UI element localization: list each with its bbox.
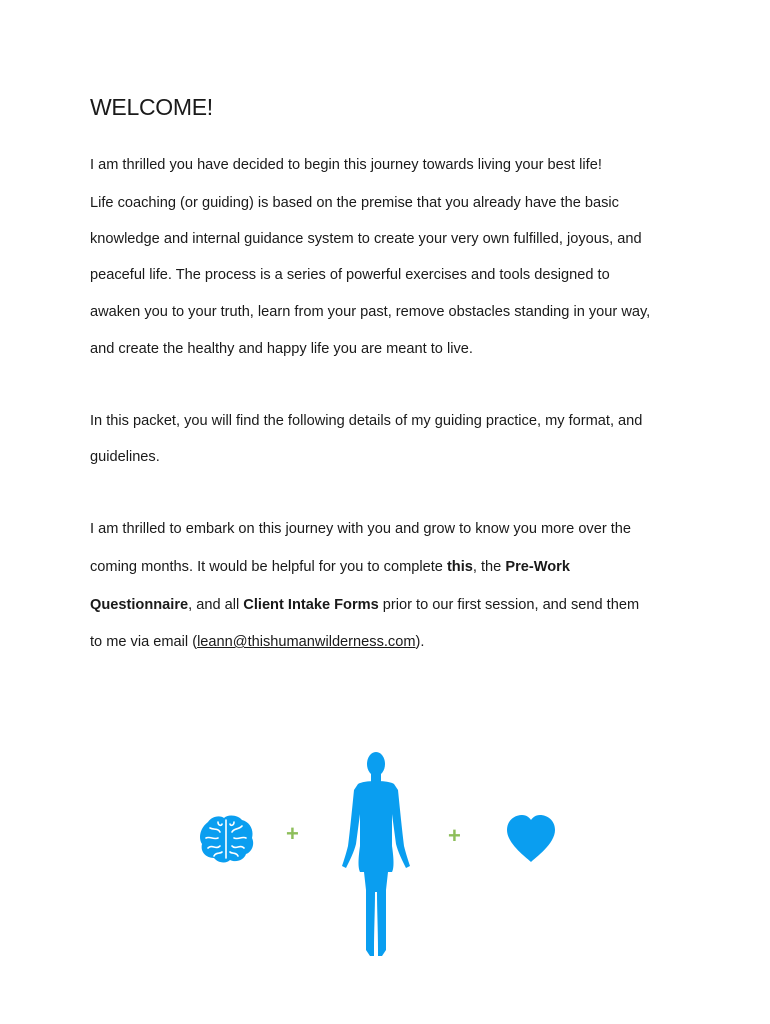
paragraph-line: Life coaching (or guiding) is based on the premise that you already have the basic — [90, 195, 619, 211]
bold-text: Pre-Work — [505, 559, 570, 575]
paragraph-line: awaken you to your truth, learn from your past, remove obstacles standing in your way, — [90, 304, 651, 320]
heart-icon — [505, 814, 557, 864]
bold-text: Questionnaire — [90, 597, 189, 613]
paragraph-line: knowledge and internal guidance system to create your very own fulfilled, joyous, and — [90, 231, 642, 247]
human-body-icon — [336, 750, 416, 958]
paragraph-line: and create the healthy and happy life you are meant to live. — [90, 341, 473, 357]
text-run: , the — [472, 559, 506, 575]
page-title: WELCOME! — [90, 94, 213, 120]
text-run: coming months. It would be helpful for you to complete — [90, 559, 447, 575]
plus-icon: + — [448, 823, 461, 848]
paragraph-line: I am thrilled you have decided to begin this journey towards living your best life! — [90, 157, 602, 173]
paragraph-line: In this packet, you will find the following details of my guiding practice, my format, and — [90, 413, 643, 429]
bold-text: this — [446, 559, 473, 575]
paragraph-line — [90, 557, 570, 577]
paragraph-line — [90, 595, 639, 615]
paragraph-line: peaceful life. The process is a series of powerful exercises and tools designed to — [90, 267, 610, 283]
text-run: ). — [415, 634, 425, 650]
plus-icon: + — [286, 821, 299, 846]
brain-icon — [198, 814, 254, 864]
paragraph-line: I am thrilled to embark on this journey with you and grow to know you more over the — [90, 521, 632, 537]
bold-text: Client Intake Forms — [243, 597, 379, 613]
paragraph-line: guidelines. — [90, 449, 160, 465]
text-run: , and all — [188, 597, 244, 613]
illustration-row — [0, 740, 770, 960]
paragraph-line — [90, 632, 424, 652]
text-run: to me via email ( — [90, 634, 198, 650]
text-run: prior to our first session, and send them — [378, 597, 640, 613]
email-link[interactable]: leann@thishumanwilderness.com — [197, 634, 416, 650]
